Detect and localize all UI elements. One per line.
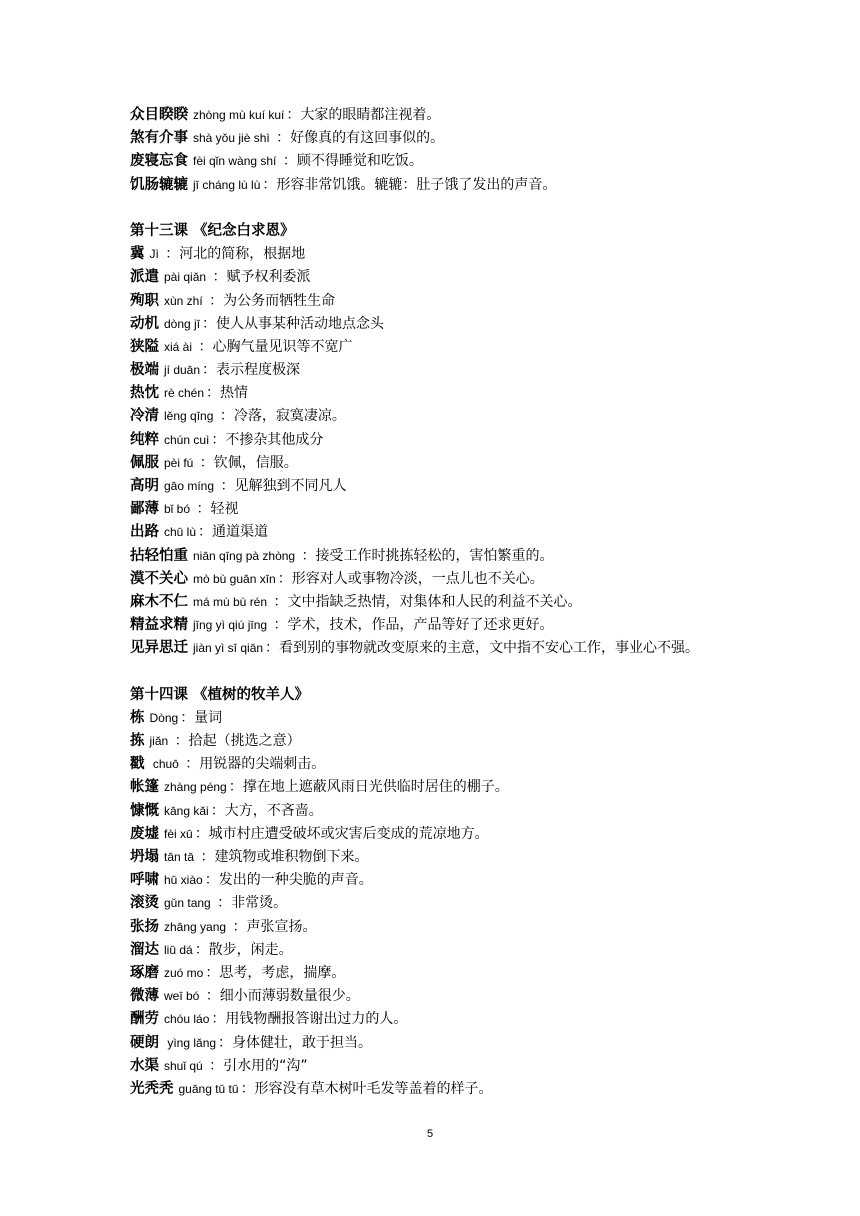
entry-word: 坍塌 (130, 849, 159, 865)
entry-definition: ：赋予权利委派 (208, 269, 311, 286)
entry-definition: ：撑在地上遮蔽风雨日光供临时居住的棚子。 (228, 779, 509, 796)
entry-pinyin: shà yǒu jiè shì (193, 131, 270, 146)
entry-pinyin: pèi fú (164, 455, 194, 470)
entry-line (130, 313, 840, 336)
entry-pinyin: xiá ài (164, 339, 193, 354)
entry-line (130, 800, 840, 823)
entry-line (130, 892, 840, 915)
entry-definition: ：大家的眼睛都注视着。 (286, 107, 441, 123)
entry-definition: ：冷落，寂寞凄凉。 (215, 408, 346, 425)
section-continued (130, 104, 840, 197)
entry-word: 煞有介事 (130, 130, 188, 147)
entry-word: 殉职 (130, 292, 159, 309)
entry-pinyin: tān tā (164, 850, 195, 864)
entry-word: 饥肠辘辘 (130, 176, 188, 193)
entry-word: 麻木不仁 (130, 593, 188, 610)
entry-pinyin: lěng qīng (164, 409, 214, 424)
entry-pinyin: dòng jī (164, 316, 201, 331)
entry-definition: ：好像真的有这回事似的。 (271, 130, 445, 147)
entry-word: 见异思迁 (130, 640, 188, 657)
entry-definition: ：钦佩，信服。 (195, 454, 298, 471)
entry-pinyin: chóu láo (164, 1012, 210, 1027)
entry-line (130, 475, 840, 498)
blank-line (130, 661, 840, 684)
entry-line (130, 266, 840, 289)
section-heading: 第十四课 《植树的牧羊人》 (130, 686, 310, 703)
entry-definition: ：表示程度极深 (202, 362, 301, 379)
entry-word: 拈轻怕重 (130, 547, 188, 564)
entry-line (130, 545, 840, 568)
entry-definition: ：用锐器的尖端刺击。 (180, 756, 326, 773)
entry-word: 鄙薄 (130, 501, 159, 518)
entry-definition: ：使人从事某种活动地点念头 (202, 315, 385, 332)
entry-word: 张扬 (130, 918, 159, 935)
entry-definition: ：河北的简称，根据地 (160, 246, 306, 263)
entry-line (130, 1032, 840, 1055)
entry-definition: ：声张宣扬。 (228, 918, 317, 935)
entry-definition: ：建筑物或堆积物倒下来。 (196, 849, 369, 865)
entry-pinyin: zhòng mù kuí kuí (193, 108, 285, 122)
entry-word: 佩服 (130, 454, 159, 471)
entry-line (130, 359, 840, 382)
entry-pinyin: niān qīng pà zhòng (193, 548, 296, 563)
entry-word: 冷清 (130, 408, 159, 425)
entry-definition: ：轻视 (192, 501, 239, 518)
entry-pinyin: liū dá (164, 942, 193, 957)
entry-pinyin: zuó mo (164, 965, 204, 980)
entry-word: 拣 (130, 733, 145, 750)
entry-line (130, 707, 840, 730)
entry-definition: ：见解独到不同凡人 (216, 478, 347, 494)
entry-line (130, 521, 840, 544)
entry-line (130, 382, 840, 405)
entry-word: 派遣 (130, 269, 159, 286)
entry-line (130, 1055, 840, 1078)
entry-word: 微薄 (130, 988, 159, 1005)
entry-pinyin: rè chén (164, 386, 205, 401)
entry-pinyin: guāng tū tū (178, 1081, 239, 1096)
entry-line (130, 174, 840, 197)
vocabulary-list (130, 104, 840, 1101)
entry-line (130, 568, 840, 591)
entry-definition: ：接受工作时挑拣轻松的，害怕繁重的。 (297, 547, 554, 564)
entry-line (130, 405, 840, 428)
entry-line (130, 591, 840, 614)
entry-line (130, 452, 840, 475)
section-heading: 第十三课 《纪念白求恩》 (130, 222, 295, 239)
entry-pinyin: shuǐ qú (164, 1058, 203, 1073)
entry-line (130, 498, 840, 521)
entry-line (130, 985, 840, 1008)
entry-word: 滚烫 (130, 895, 159, 912)
entry-line (130, 753, 840, 776)
entry-definition: ：形容非常饥饿。辘辘：肚子饿了发出的声音。 (262, 176, 557, 193)
entry-definition: ：心胸气量见识等不宽广 (194, 338, 353, 355)
entry-pinyin: chuō (149, 757, 179, 772)
entry-pinyin: hū xiào (164, 873, 203, 888)
entry-word: 光秃秃 (130, 1080, 174, 1097)
entry-definition: ：大方，不吝啬。 (210, 802, 323, 819)
entry-pinyin: má mù bù rén (193, 594, 268, 609)
entry-definition: ：形容没有草木树叶毛发等盖着的样子。 (240, 1080, 493, 1097)
entry-line (130, 336, 840, 359)
entry-definition: ：细小而薄弱数量很少。 (201, 988, 360, 1005)
entry-pinyin: xùn zhí (164, 293, 203, 308)
entry-pinyin: chū lù (164, 525, 197, 540)
entry-line (130, 429, 840, 452)
entry-word: 冀 (130, 246, 145, 263)
entry-pinyin: gāo míng (164, 479, 215, 493)
entry-line (130, 243, 840, 266)
entry-word: 戳 (130, 756, 145, 773)
entry-pinyin: fèi xū (164, 826, 193, 841)
entry-line (130, 776, 840, 799)
entry-definition: ：热情 (206, 385, 249, 402)
entry-pinyin: pài qiǎn (164, 270, 207, 285)
entry-line (130, 637, 840, 660)
entry-definition: ：看到别的事物就改变原来的主意，文中指不安心工作，事业心不强。 (265, 640, 700, 657)
entry-line (130, 823, 840, 846)
section-lesson-14 (130, 684, 840, 1101)
entry-word: 废墟 (130, 825, 159, 842)
entry-line (130, 846, 840, 869)
entry-definition: ：量词 (180, 709, 223, 726)
entry-definition: ：顾不得睡觉和吃饭。 (278, 153, 423, 170)
entry-line (130, 869, 840, 892)
entry-pinyin: kāng kǎi (164, 803, 209, 818)
entry-word: 水渠 (130, 1057, 159, 1074)
entry-word: 高明 (130, 478, 159, 494)
entry-word: 溜达 (130, 941, 159, 958)
page-number: 5 (426, 1128, 434, 1140)
entry-line (130, 916, 840, 939)
entry-pinyin: fèi qǐn wàng shí (193, 154, 277, 169)
entry-definition: ：身体健壮，敢于担当。 (218, 1034, 373, 1051)
entry-word: 漠不关心 (130, 570, 188, 587)
entry-pinyin: chún cuì (164, 432, 210, 447)
entry-line (130, 127, 840, 150)
entry-definition: ：散步，闲走。 (194, 941, 293, 958)
entry-pinyin: weī bó (164, 989, 200, 1004)
entry-definition: ：不掺杂其他成分 (211, 431, 324, 448)
entry-definition: ：思考，考虑，揣摩。 (205, 964, 346, 981)
entry-pinyin: Dòng (149, 710, 179, 725)
entry-word: 众目睽睽 (130, 107, 188, 123)
entry-definition: ：拾起（挑选之意） (170, 733, 301, 750)
entry-pinyin: zhàng péng (164, 780, 227, 795)
entry-word: 栋 (130, 709, 145, 726)
entry-pinyin: zhāng yang (164, 919, 227, 934)
entry-pinyin: jiǎn (149, 734, 169, 749)
entry-word: 出路 (130, 524, 159, 541)
entry-word: 精益求精 (130, 617, 188, 634)
entry-word: 慷慨 (130, 802, 159, 819)
entry-line (130, 150, 840, 173)
entry-word: 纯粹 (130, 431, 159, 448)
blank-line (130, 197, 840, 220)
entry-pinyin: Jì (149, 247, 159, 262)
entry-word: 狭隘 (130, 338, 159, 355)
entry-pinyin: jīng yì qiú jīng (193, 618, 268, 633)
entry-pinyin: jí duān (164, 363, 201, 378)
entry-definition: ：通道渠道 (198, 524, 269, 541)
entry-definition: ：用钱物酬报答谢出过力的人。 (211, 1011, 408, 1028)
entry-word: 动机 (130, 315, 159, 332)
entry-definition: ：形容对人或事物冷淡，一点儿也不关心。 (277, 570, 544, 587)
entry-pinyin: jiàn yì sī qiān (193, 641, 264, 656)
entry-line (130, 939, 840, 962)
entry-definition: ：非常烫。 (212, 895, 288, 912)
entry-word: 废寝忘食 (130, 153, 188, 170)
entry-definition: ：文中指缺乏热情，对集体和人民的利益不关心。 (269, 593, 582, 610)
entry-definition: ：城市村庄遭受破坏或灾害后变成的荒凉地方。 (194, 825, 489, 842)
entry-line (130, 290, 840, 313)
entry-line (130, 104, 840, 127)
entry-line (130, 1008, 840, 1031)
entry-word: 酬劳 (130, 1011, 159, 1028)
section-lesson-13 (130, 220, 840, 661)
entry-line (130, 962, 840, 985)
entry-line (130, 1078, 840, 1101)
entry-word: 帐篷 (130, 779, 159, 796)
entry-word: 呼啸 (130, 872, 159, 889)
entry-pinyin: yìng lǎng (164, 1035, 217, 1050)
entry-pinyin: jī cháng lù lù (193, 177, 261, 192)
entry-definition: ：为公务而牺牲生命 (204, 292, 336, 309)
entry-definition: ：发出的一种尖脆的声音。 (204, 872, 373, 889)
entry-definition: ：引水用的“沟” (204, 1057, 308, 1074)
entry-word: 琢磨 (130, 964, 159, 981)
entry-pinyin: mò bù guān xīn (193, 571, 276, 586)
entry-pinyin: gǔn tang (164, 896, 211, 911)
entry-line (130, 614, 840, 637)
entry-word: 热忱 (130, 385, 159, 402)
entry-word: 硬朗 (130, 1034, 159, 1051)
entry-line (130, 730, 840, 753)
entry-word: 极端 (130, 362, 159, 379)
entry-definition: ：学术，技术，作品，产品等好了还求更好。 (269, 617, 554, 634)
entry-pinyin: bǐ bó (164, 502, 191, 517)
